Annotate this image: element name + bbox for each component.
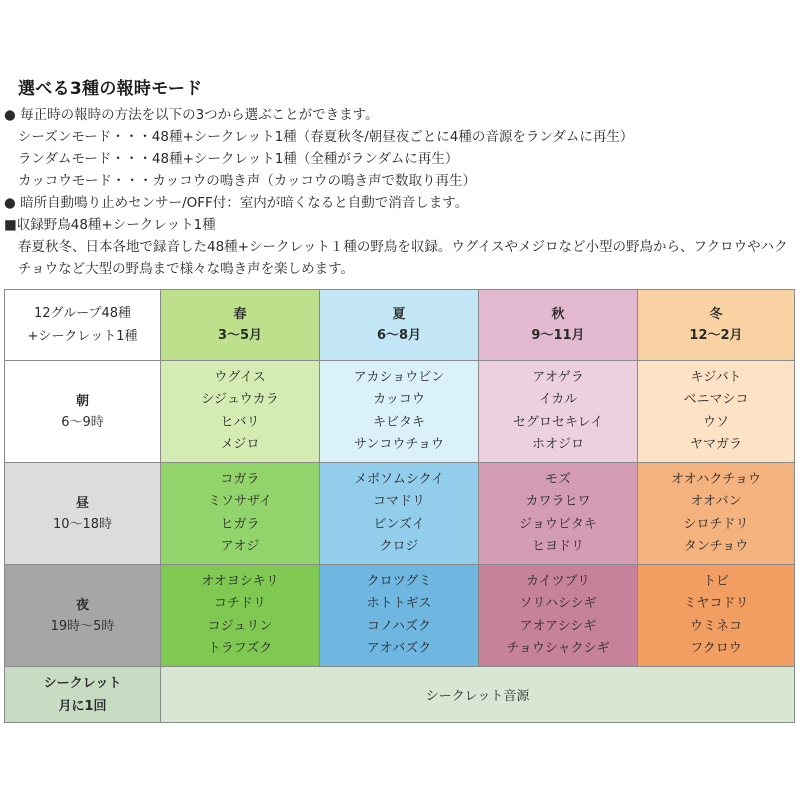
season-name: 夏 xyxy=(392,307,406,322)
table-row-secret xyxy=(5,667,795,723)
bird-name: キビタキ xyxy=(372,414,425,430)
bird-name: ヒヨドリ xyxy=(531,539,584,554)
bird-name: アカショウビン xyxy=(353,369,445,385)
bird-name: コマドリ xyxy=(372,494,425,509)
season-range: 12～2月 xyxy=(689,328,743,343)
row-label-name: 昼 xyxy=(75,495,89,511)
bird-cell-spring-night xyxy=(161,565,320,667)
row-label-name: 夜 xyxy=(75,597,89,613)
bird-name: ビンズイ xyxy=(373,516,425,532)
bird-name: フクロウ xyxy=(690,641,742,656)
bird-cell-summer-morning xyxy=(320,361,479,463)
bird-name: カッコウ xyxy=(373,392,425,407)
corner-line-2: +シークレット1種 xyxy=(27,329,138,344)
bird-cell-winter-morning xyxy=(638,361,795,463)
season-name: 春 xyxy=(233,307,247,322)
season-header-spring xyxy=(161,290,320,361)
page-title: 選べる3種の報時モード xyxy=(18,79,203,99)
bird-name: アオバズク xyxy=(366,641,432,656)
season-header-winter xyxy=(638,290,795,361)
bird-name: オオバン xyxy=(690,494,742,509)
table-corner-cell xyxy=(5,290,161,361)
birds-description-2: チョウなど大型の野鳥まで様々な鳴き声を楽しめます。 xyxy=(18,261,355,277)
bird-name: ベニマシコ xyxy=(683,392,749,407)
bird-name: ミソサザイ xyxy=(207,494,273,509)
bird-cell-summer-night xyxy=(320,565,479,667)
bird-name: シロチドリ xyxy=(683,516,749,532)
bird-name: メジロ xyxy=(220,437,260,452)
bird-name: ホオジロ xyxy=(531,437,584,452)
bird-schedule-table xyxy=(4,289,795,723)
season-header-autumn xyxy=(479,290,638,361)
bird-name: サンコウチョウ xyxy=(354,437,444,452)
bird-name: キジバト xyxy=(690,369,742,385)
season-name: 冬 xyxy=(709,307,723,322)
bird-name: タンチョウ xyxy=(683,539,749,554)
mode-season: シーズンモード・・・48種+シークレット1種（春夏秋冬/朝昼夜ごとに4種の音源をランダムに再生） xyxy=(18,129,634,145)
bird-name: セグロセキレイ xyxy=(512,414,604,430)
bird-name: ウソ xyxy=(702,414,729,430)
bird-name: カイツブリ xyxy=(525,573,591,589)
bird-name: ヒガラ xyxy=(220,516,260,532)
corner-line-1: 12グループ48種 xyxy=(33,306,132,321)
secret-label-line-1: シークレット xyxy=(43,675,122,691)
secret-sound-label: シークレット音源 xyxy=(425,689,530,704)
bird-cell-spring-morning xyxy=(161,361,320,463)
row-label-name: 朝 xyxy=(75,393,89,409)
season-range: 6～8月 xyxy=(376,328,422,343)
table-header-row xyxy=(5,290,795,361)
bird-name: モズ xyxy=(544,471,571,487)
row-label-daytime xyxy=(5,463,161,565)
table-row-daytime xyxy=(5,463,795,565)
bullet-intro: ● 毎正時の報時の方法を以下の3つから選ぶことができます。 xyxy=(4,107,379,123)
bird-name: カワラヒワ xyxy=(525,494,591,509)
bird-name: トラフズク xyxy=(207,641,273,656)
row-label-hours: 19時～5時 xyxy=(50,618,115,634)
bird-name: トビ xyxy=(702,573,729,589)
bird-name: コガラ xyxy=(220,471,260,487)
bird-name: ミヤコドリ xyxy=(683,596,749,611)
description-text xyxy=(4,104,794,280)
bird-cell-autumn-morning xyxy=(479,361,638,463)
bird-name: アオアシシギ xyxy=(519,618,597,634)
bird-name: アオゲラ xyxy=(532,369,584,385)
bird-name: チョウシャクシギ xyxy=(506,641,610,656)
bird-name: シジュウカラ xyxy=(201,392,279,407)
bird-cell-autumn-night xyxy=(479,565,638,667)
season-range: 3～5月 xyxy=(217,328,263,343)
bird-cell-winter-daytime xyxy=(638,463,795,565)
table-row-night xyxy=(5,565,795,667)
table-row-morning xyxy=(5,361,795,463)
bird-name: コジュリン xyxy=(207,618,273,634)
bird-name: メボソムシクイ xyxy=(354,471,444,487)
mode-cuckoo: カッコウモード・・・カッコウの鳴き声（カッコウの鳴き声で数取り再生） xyxy=(18,173,477,189)
bird-name: クロツグミ xyxy=(366,573,432,589)
row-label-night xyxy=(5,565,161,667)
bullet-sensor: ● 暗所自動鳴り止めセンサー/OFF付：室内が暗くなると自動で消音します。 xyxy=(4,195,469,211)
bird-cell-winter-night xyxy=(638,565,795,667)
bird-name: ウミネコ xyxy=(689,618,742,634)
season-range: 9～11月 xyxy=(531,328,585,343)
section-heading-birds: ■収録野鳥48種+シークレット1種 xyxy=(4,217,216,233)
bird-cell-summer-daytime xyxy=(320,463,479,565)
birds-description-1: 春夏秋冬、日本各地で録音した48種+シークレット１種の野鳥を収録。ウグイスやメジロなど小型の野鳥から、フクロウやハク xyxy=(18,239,788,255)
bird-name: ウグイス xyxy=(214,369,266,385)
bird-cell-autumn-daytime xyxy=(479,463,638,565)
bird-name: ヤマガラ xyxy=(689,437,742,452)
row-label-morning xyxy=(5,361,161,463)
secret-label-line-2: 月に1回 xyxy=(58,698,107,714)
bird-name: アオジ xyxy=(220,539,260,554)
bird-name: オオヨシキリ xyxy=(201,573,279,589)
row-label-hours: 10～18時 xyxy=(52,516,113,532)
mode-random: ランダムモード・・・48種+シークレット1種（全種がランダムに再生） xyxy=(18,151,459,167)
bird-name: ソリハシシギ xyxy=(519,596,597,611)
bird-name: コノハズク xyxy=(367,618,431,634)
bird-name: クロジ xyxy=(379,539,419,554)
secret-sound-cell xyxy=(161,667,795,723)
season-name: 秋 xyxy=(551,307,565,322)
bird-name: ヒバリ xyxy=(220,414,260,430)
bird-name: ホトトギス xyxy=(366,596,432,611)
season-header-summer xyxy=(320,290,479,361)
bird-name: オオハクチョウ xyxy=(671,471,761,487)
bird-name: ジョウビタキ xyxy=(519,516,597,532)
row-label-hours: 6～9時 xyxy=(61,414,104,430)
bird-name: イカル xyxy=(538,392,578,407)
bird-cell-spring-daytime xyxy=(161,463,320,565)
bird-name: コチドリ xyxy=(213,596,266,611)
row-label-secret xyxy=(5,667,161,723)
